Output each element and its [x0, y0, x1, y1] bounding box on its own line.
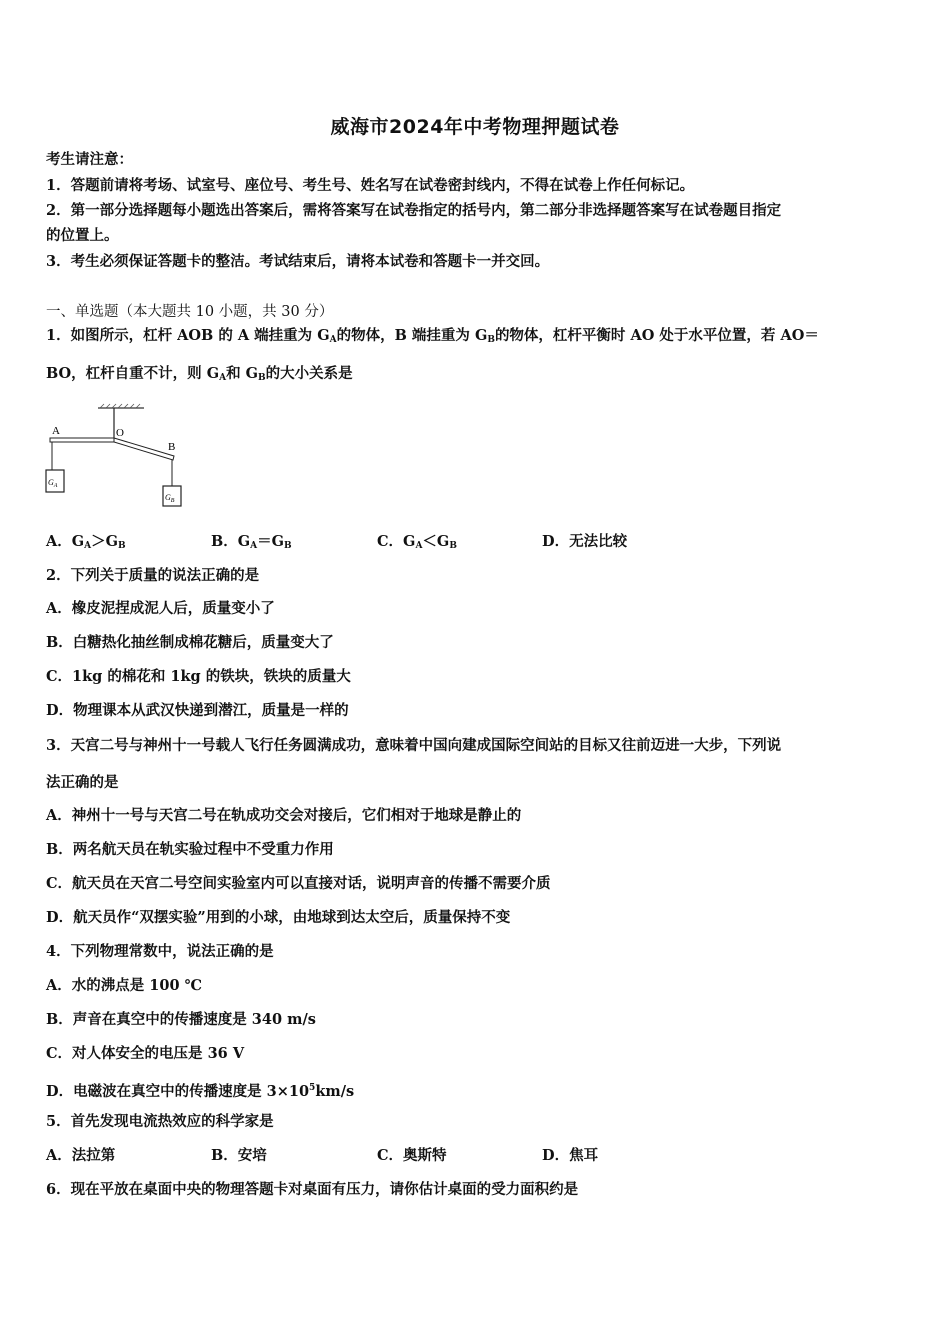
question-3-stem: 3．天宫二号与神州十一号载人飞行任务圆满成功，意味着中国向建成国际空间站的目标又往前迈进一大步，下列说: [46, 737, 782, 754]
notice-item: 3．考生必须保证答题卡的整洁。考试结束后，请将本试卷和答题卡一并交回。: [46, 253, 550, 270]
label-a: A: [52, 425, 60, 437]
option-d[interactable]: D．航天员作“双摆实验”用到的小球，由地球到达太空后，质量保持不变: [46, 909, 511, 926]
notice-item: 1．答题前请将考场、试室号、座位号、考生号、姓名写在试卷密封线内，不得在试卷上作任何标记。: [46, 177, 695, 194]
option-c[interactable]: C．$G_A<G_B$: [377, 533, 457, 551]
question-5-options: [46, 1146, 906, 1166]
weight-a-label: $G_A$: [48, 478, 58, 489]
question-3-stem-cont: 法正确的是: [46, 774, 119, 791]
question-6-stem: 6．现在平放在桌面中央的物理答题卡对桌面有压力，请你估计桌面的受力面积约是: [46, 1181, 579, 1198]
option-b[interactable]: B．安培: [211, 1147, 267, 1164]
question-1-stem-cont: BO，杠杆自重不计，则 $G_A$和 $G_B$的大小关系是: [46, 365, 353, 383]
option-c[interactable]: C．对人体安全的电压是 36 V: [46, 1045, 245, 1062]
notice-heading: 考生请注意：: [46, 151, 133, 168]
option-d[interactable]: D．电磁波在真空中的传播速度是 $3\times 10^5km/s$: [46, 1083, 355, 1100]
question-5-stem: 5．首先发现电流热效应的科学家是: [46, 1113, 274, 1130]
option-c[interactable]: C．1kg 的棉花和 1kg 的铁块，铁块的质量大: [46, 668, 351, 685]
option-a[interactable]: A．水的沸点是 100 ℃: [46, 977, 202, 994]
option-c[interactable]: C．航天员在天宫二号空间实验室内可以直接对话，说明声音的传播不需要介质: [46, 875, 551, 892]
option-a[interactable]: A．$G_A>G_B$: [46, 533, 126, 551]
question-4-stem: 4．下列物理常数中，说法正确的是: [46, 943, 274, 960]
option-d[interactable]: D．无法比较: [542, 533, 628, 550]
option-a[interactable]: A．神州十一号与天宫二号在轨成功交会对接后，它们相对于地球是静止的: [46, 807, 522, 824]
option-d[interactable]: D．焦耳: [542, 1147, 599, 1164]
option-b[interactable]: B．$G_A=G_B$: [211, 533, 292, 551]
lever-diagram: [44, 400, 184, 510]
label-b: B: [168, 441, 176, 453]
notice-item: 2．第一部分选择题每小题选出答案后，需将答案写在试卷指定的括号内，第二部分非选择题答案写在试卷题目指定: [46, 202, 782, 219]
option-d[interactable]: D．物理课本从武汉快递到潜江，质量是一样的: [46, 702, 349, 719]
option-a[interactable]: A．橡皮泥捏成泥人后，质量变小了: [46, 600, 275, 617]
option-c[interactable]: C．奥斯特: [377, 1147, 447, 1164]
page-title: 威海市2024年中考物理押题试卷: [330, 116, 620, 138]
notice-item: 的位置上。: [46, 227, 119, 244]
option-b[interactable]: B．声音在真空中的传播速度是 340 m/s: [46, 1011, 316, 1028]
question-2-stem: 2．下列关于质量的说法正确的是: [46, 567, 260, 584]
question-1-stem: 1．如图所示，杠杆 AOB 的 A 端挂重为 $G_A$的物体，B 端挂重为 $G_B$的物体，杠杆平衡时 AO 处于水平位置，若 AO＝: [46, 327, 819, 345]
option-a[interactable]: A．法拉第: [46, 1147, 116, 1164]
weight-b-label: $G_B$: [165, 493, 175, 504]
section-heading: 一、单选题（本大题共 10 小题，共 30 分）: [46, 304, 334, 320]
question-1-options: [46, 532, 906, 552]
label-o: O: [116, 427, 124, 439]
option-b[interactable]: B．白糖热化抽丝制成棉花糖后，质量变大了: [46, 634, 334, 651]
option-b[interactable]: B．两名航天员在轨实验过程中不受重力作用: [46, 841, 334, 858]
